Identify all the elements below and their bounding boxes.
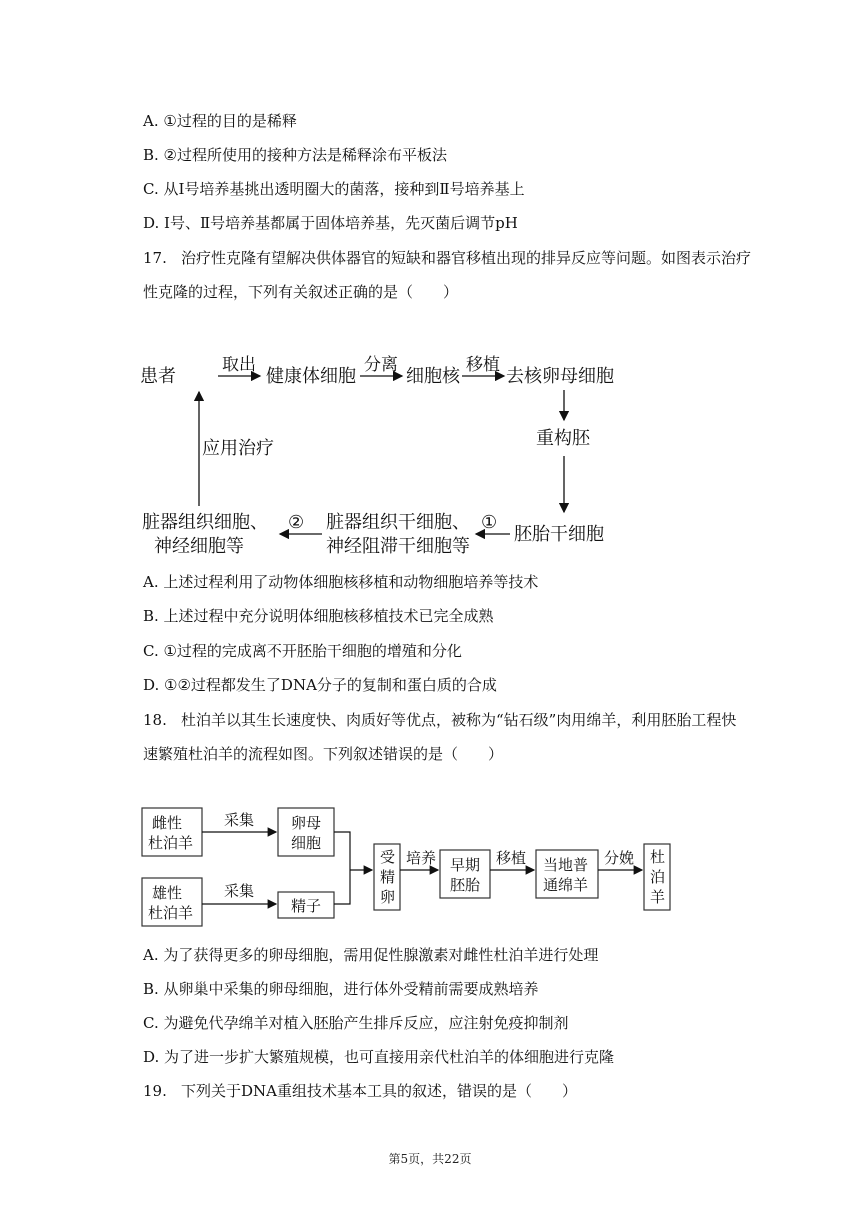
q19-stem-text: 下列关于DNA重组技术基本工具的叙述，错误的是（ ） [181, 1082, 577, 1100]
q17-stem-line1 [143, 248, 751, 268]
q18-stem-line1 [143, 710, 736, 730]
q19-stem [143, 1081, 577, 1101]
d17-stem-cells-line2: 神经阻滞干细胞等 [326, 536, 470, 557]
q19-number: 19. [143, 1082, 167, 1100]
d18-zygote-char3: 卵 [380, 888, 396, 906]
q16-option-c: C. 从Ⅰ号培养基挑出透明圈大的菌落，接种到Ⅱ号培养基上 [143, 180, 525, 198]
q17-option-b: B. 上述过程中充分说明体细胞核移植技术已完全成熟 [143, 607, 494, 625]
d17-step1: ① [481, 512, 498, 533]
q17-stem-text: 治疗性克隆有望解决供体器官的短缺和器官移植出现的排异反应等问题。如图表示治疗 [181, 249, 752, 267]
q18-breeding-flowchart [140, 800, 680, 939]
q17-number: 17. [143, 249, 167, 267]
d18-female-line1: 雌性 [152, 814, 183, 832]
q18-option-a: A. 为了获得更多的卵母细胞，需用促性腺激素对雌性杜泊羊进行处理 [143, 946, 599, 964]
d17-es-cell: 胚胎干细胞 [514, 524, 604, 545]
d18-birth: 分娩 [604, 849, 635, 867]
d18-result-char3: 羊 [650, 888, 666, 906]
page-footer: 第5页，共22页 [388, 1152, 472, 1166]
q18-option-c: C. 为避免代孕绵羊对植入胚胎产生排斥反应，应注射免疫抑制剂 [143, 1014, 569, 1032]
q17-option-c: C. ①过程的完成离不开胚胎干细胞的增殖和分化 [143, 642, 462, 660]
d17-tissue-cells-line1: 脏器组织细胞、 [142, 512, 268, 533]
q16-option-a: A. ①过程的目的是稀释 [143, 112, 297, 130]
d17-patient: 患者 [140, 366, 176, 387]
d17-step2: ② [288, 512, 305, 533]
q18-option-d: D. 为了进一步扩大繁殖规模，也可直接用亲代杜泊羊的体细胞进行克隆 [143, 1048, 615, 1066]
d17-separate-label: 分离 [364, 355, 398, 375]
d18-local-sheep-line1: 当地普 [543, 856, 589, 874]
d17-healthy-cell: 健康体细胞 [266, 366, 356, 387]
d18-zygote-char2: 精 [380, 868, 396, 886]
d18-culture: 培养 [406, 849, 437, 867]
q18-stem-text: 杜泊羊以其生长速度快、肉质好等优点，被称为“钻石级”肉用绵羊，利用胚胎工程快 [181, 711, 737, 729]
d18-early-embryo-line2: 胚胎 [450, 876, 481, 894]
d17-nucleus: 细胞核 [406, 366, 460, 387]
d18-result-char2: 泊 [650, 868, 666, 886]
d17-stem-cells-line1: 脏器组织干细胞、 [326, 512, 470, 533]
d18-early-embryo-line1: 早期 [450, 856, 481, 874]
d17-enucleated-oocyte: 去核卵母细胞 [506, 366, 614, 387]
d18-male-line2: 杜泊羊 [148, 904, 194, 922]
d18-oocyte-line2: 细胞 [291, 834, 322, 852]
d18-local-sheep-line2: 通绵羊 [543, 876, 589, 894]
q18-number: 18. [143, 711, 167, 729]
d17-apply-treatment: 应用治疗 [202, 438, 274, 459]
d18-sperm: 精子 [291, 897, 322, 915]
q17-stem-line2: 性克隆的过程，下列有关叙述正确的是（ ） [143, 283, 459, 301]
d17-take-label: 取出 [222, 355, 256, 375]
d18-oocyte-line1: 卵母 [291, 814, 322, 832]
d18-result-char1: 杜 [650, 848, 666, 866]
d17-reconstructed-embryo: 重构胚 [536, 428, 590, 449]
q16-option-b: B. ②过程所使用的接种方法是稀释涂布平板法 [143, 146, 448, 164]
q16-option-d: D. Ⅰ号、Ⅱ号培养基都属于固体培养基，先灭菌后调节pH [143, 214, 518, 232]
d18-zygote-char1: 受 [380, 848, 396, 866]
q18-option-b: B. 从卵巢中采集的卵母细胞，进行体外受精前需要成熟培养 [143, 980, 539, 998]
d18-join-bracket [334, 832, 350, 904]
d17-transplant-label: 移植 [466, 355, 500, 375]
d18-transplant: 移植 [496, 849, 527, 867]
q18-stem-line2: 速繁殖杜泊羊的流程如图。下列叙述错误的是（ ） [143, 745, 504, 763]
q17-option-a: A. 上述过程利用了动物体细胞核移植和动物细胞培养等技术 [143, 573, 539, 591]
d18-female-line2: 杜泊羊 [148, 834, 194, 852]
d18-collect2: 采集 [224, 882, 255, 900]
d18-male-line1: 雄性 [152, 884, 183, 902]
d17-tissue-cells-line2: 神经细胞等 [154, 536, 244, 557]
d18-collect1: 采集 [224, 811, 255, 829]
q17-cloning-diagram [140, 340, 640, 569]
q17-option-d: D. ①②过程都发生了DNA分子的复制和蛋白质的合成 [143, 676, 497, 694]
